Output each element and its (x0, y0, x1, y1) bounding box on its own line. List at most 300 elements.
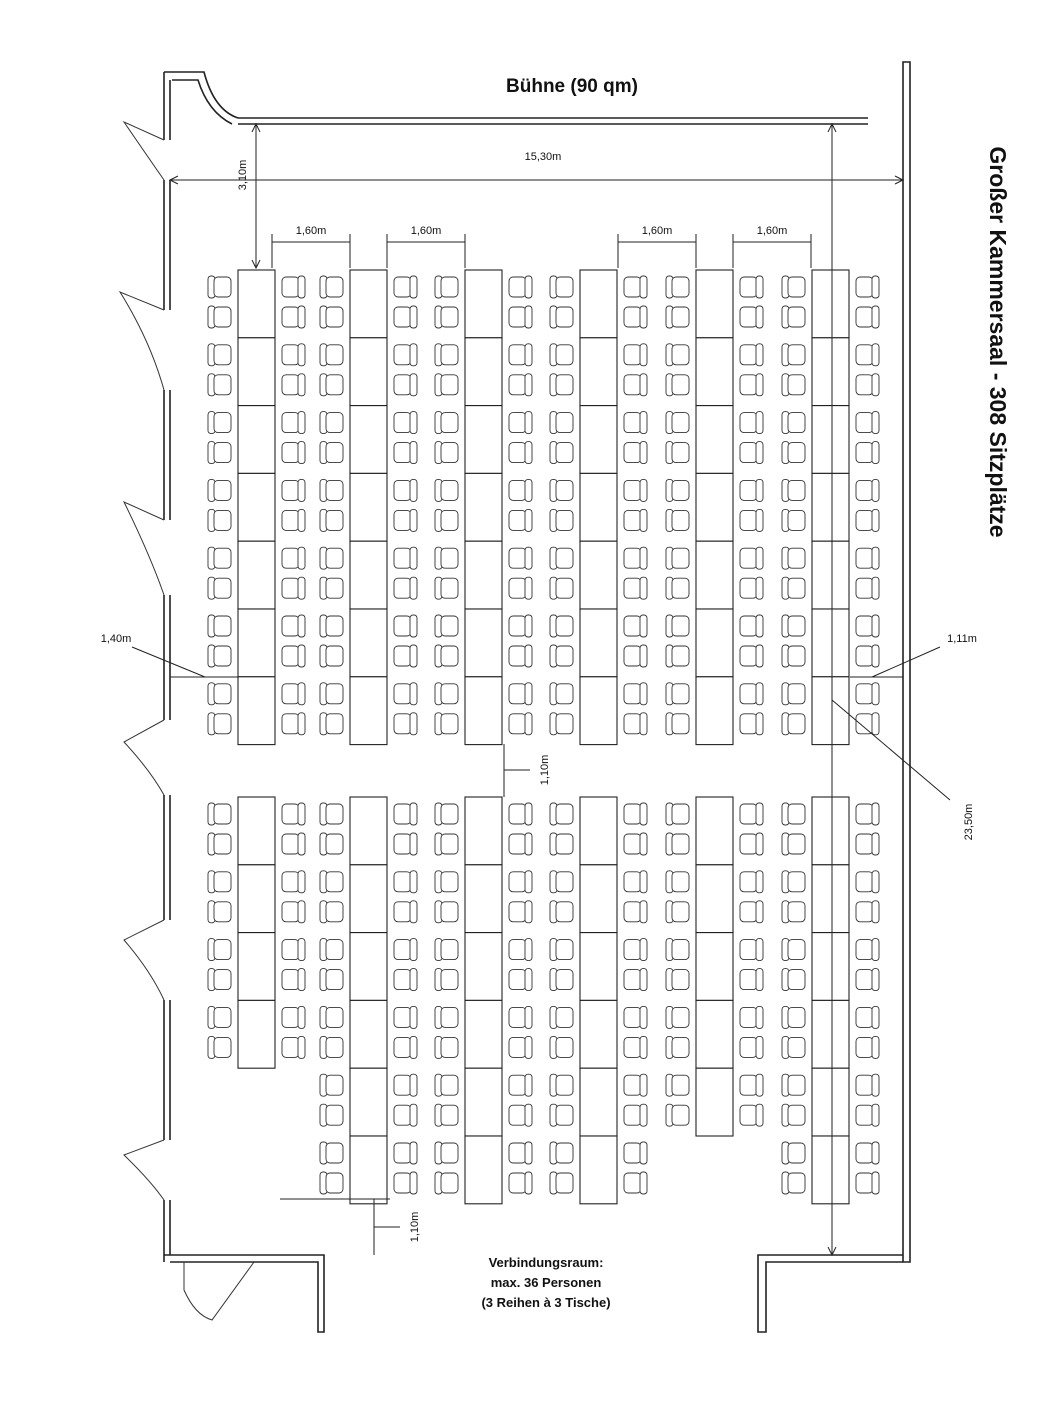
chair (435, 939, 458, 961)
chair (624, 1006, 647, 1028)
table (238, 406, 275, 474)
chair (320, 276, 343, 298)
table (350, 797, 387, 865)
chair (509, 901, 532, 923)
chair (740, 412, 763, 434)
chair (666, 615, 689, 637)
table (350, 1068, 387, 1136)
chair (782, 306, 805, 328)
chair (856, 374, 879, 396)
chair (782, 871, 805, 893)
chair (435, 713, 458, 735)
chair (282, 306, 305, 328)
chair (666, 479, 689, 501)
dim-left-aisle: 1,40m (100, 633, 132, 645)
chair (509, 509, 532, 531)
chair (509, 803, 532, 825)
chair (550, 577, 573, 599)
chair (550, 939, 573, 961)
table (696, 865, 733, 933)
chair (782, 1006, 805, 1028)
chair (394, 374, 417, 396)
chair (208, 374, 231, 396)
chair (740, 1006, 763, 1028)
chair (550, 969, 573, 991)
chair (320, 374, 343, 396)
chair (666, 1036, 689, 1058)
chair (740, 547, 763, 569)
table (465, 865, 502, 933)
chair (282, 803, 305, 825)
table (812, 1136, 849, 1204)
chair (435, 803, 458, 825)
chair (509, 1104, 532, 1126)
chair (550, 344, 573, 366)
chair (435, 442, 458, 464)
chair (856, 939, 879, 961)
chair (624, 1074, 647, 1096)
chair (856, 412, 879, 434)
dim-aisle-4: 1,60m (756, 225, 788, 237)
chair (509, 683, 532, 705)
chair (435, 871, 458, 893)
table (696, 541, 733, 609)
chair (435, 412, 458, 434)
chair (208, 615, 231, 637)
table (350, 406, 387, 474)
table (238, 270, 275, 338)
table (350, 338, 387, 406)
table (812, 933, 849, 1001)
chair (394, 344, 417, 366)
chair (435, 1142, 458, 1164)
chair (320, 442, 343, 464)
chair (320, 969, 343, 991)
chair (435, 1036, 458, 1058)
dim-aisle-3: 1,60m (641, 225, 673, 237)
chair (394, 901, 417, 923)
table (580, 270, 617, 338)
chair (782, 344, 805, 366)
chair (740, 803, 763, 825)
dim-aisle-1: 1,60m (295, 225, 327, 237)
chair (856, 276, 879, 298)
chair (624, 1104, 647, 1126)
table (580, 677, 617, 745)
chair (740, 442, 763, 464)
chair (208, 713, 231, 735)
chair (320, 871, 343, 893)
table (580, 609, 617, 677)
table (465, 609, 502, 677)
chair (666, 374, 689, 396)
chair (624, 306, 647, 328)
chair (740, 871, 763, 893)
chair (856, 1036, 879, 1058)
seating-layout (208, 270, 879, 1204)
table (465, 1000, 502, 1068)
table (465, 270, 502, 338)
chair (666, 803, 689, 825)
table (465, 473, 502, 541)
chair (509, 939, 532, 961)
chair (624, 442, 647, 464)
chair (624, 871, 647, 893)
chair (208, 1036, 231, 1058)
chair (856, 1074, 879, 1096)
chair (435, 344, 458, 366)
chair (282, 833, 305, 855)
chair (282, 344, 305, 366)
chair (666, 412, 689, 434)
chair (856, 442, 879, 464)
table (812, 473, 849, 541)
chair (550, 306, 573, 328)
chair (320, 1074, 343, 1096)
chair (666, 871, 689, 893)
table (350, 933, 387, 1001)
chair (320, 306, 343, 328)
chair (394, 683, 417, 705)
chair (394, 645, 417, 667)
stage-label: Bühne (90 qm) (506, 76, 638, 97)
chair (282, 509, 305, 531)
chair (394, 713, 417, 735)
chair (394, 1006, 417, 1028)
chair (394, 306, 417, 328)
table (238, 797, 275, 865)
dim-bottom-gap: 1,10m (409, 1211, 421, 1243)
chair (740, 479, 763, 501)
chair (509, 1074, 532, 1096)
chair (666, 1104, 689, 1126)
chair (856, 871, 879, 893)
chair (666, 901, 689, 923)
chair (394, 871, 417, 893)
table (812, 865, 849, 933)
chair (666, 306, 689, 328)
chair (320, 683, 343, 705)
chair (666, 509, 689, 531)
dim-block-gap: 1,10m (539, 754, 551, 786)
chair (624, 713, 647, 735)
dim-stage-depth: 3,10m (237, 159, 249, 191)
table (696, 1068, 733, 1136)
chair (856, 1142, 879, 1164)
chair (624, 615, 647, 637)
table (238, 473, 275, 541)
chair (282, 871, 305, 893)
chair (509, 1142, 532, 1164)
chair (740, 615, 763, 637)
chair (624, 683, 647, 705)
chair (856, 803, 879, 825)
table (580, 1068, 617, 1136)
chair (666, 833, 689, 855)
chair (666, 442, 689, 464)
chair (550, 615, 573, 637)
chair (509, 833, 532, 855)
chair (320, 509, 343, 531)
chair (856, 1006, 879, 1028)
table (812, 270, 849, 338)
chair (782, 1104, 805, 1126)
chair (394, 547, 417, 569)
chair (740, 1104, 763, 1126)
hall-title: Großer Kammersaal - 308 Sitzplätze (985, 146, 1011, 538)
table (580, 933, 617, 1001)
table (465, 541, 502, 609)
table (580, 338, 617, 406)
chair (782, 645, 805, 667)
table (812, 1068, 849, 1136)
table (465, 338, 502, 406)
chair (624, 276, 647, 298)
chair (509, 1006, 532, 1028)
table (350, 609, 387, 677)
chair (740, 577, 763, 599)
chair (208, 1006, 231, 1028)
table (238, 677, 275, 745)
chair (550, 833, 573, 855)
table (812, 1000, 849, 1068)
chair (666, 683, 689, 705)
chair (509, 1036, 532, 1058)
connection-room-arrangement: (3 Reihen à 3 Tische) (481, 1295, 611, 1310)
chair (320, 645, 343, 667)
chair (740, 509, 763, 531)
chair (282, 1006, 305, 1028)
table (580, 1136, 617, 1204)
chair (550, 1142, 573, 1164)
table (465, 933, 502, 1001)
table (465, 677, 502, 745)
chair (435, 374, 458, 396)
chair (509, 645, 532, 667)
chair (282, 374, 305, 396)
chair (208, 901, 231, 923)
chair (320, 1142, 343, 1164)
chair (394, 1074, 417, 1096)
chair (509, 615, 532, 637)
chair (208, 306, 231, 328)
chair (435, 1074, 458, 1096)
chair (509, 547, 532, 569)
chair (208, 683, 231, 705)
table (812, 406, 849, 474)
chair (394, 939, 417, 961)
table (696, 609, 733, 677)
chair (624, 479, 647, 501)
chair (782, 442, 805, 464)
chair (550, 412, 573, 434)
table (696, 338, 733, 406)
chair (282, 547, 305, 569)
chair (740, 276, 763, 298)
chair (624, 939, 647, 961)
table (238, 338, 275, 406)
chair (740, 1036, 763, 1058)
chair (782, 1036, 805, 1058)
table (350, 270, 387, 338)
chair (320, 547, 343, 569)
chair (394, 276, 417, 298)
dim-right-aisle: 1,11m (947, 633, 977, 645)
chair (435, 833, 458, 855)
table (580, 541, 617, 609)
chair (208, 645, 231, 667)
table (812, 677, 849, 745)
chair (208, 479, 231, 501)
chair (394, 442, 417, 464)
table (580, 1000, 617, 1068)
chair (782, 939, 805, 961)
chair (282, 939, 305, 961)
chair (320, 901, 343, 923)
chair (282, 276, 305, 298)
chair (782, 683, 805, 705)
chair (550, 713, 573, 735)
chair (550, 1036, 573, 1058)
chair (208, 442, 231, 464)
chair (435, 1172, 458, 1194)
chair (320, 713, 343, 735)
chair (509, 276, 532, 298)
chair (320, 1006, 343, 1028)
table (465, 797, 502, 865)
chair (394, 577, 417, 599)
table (812, 541, 849, 609)
chair (666, 547, 689, 569)
chair (320, 412, 343, 434)
chair (782, 615, 805, 637)
chair (550, 442, 573, 464)
chair (320, 939, 343, 961)
table (812, 338, 849, 406)
chair (740, 1074, 763, 1096)
chair (624, 1036, 647, 1058)
chair (782, 1074, 805, 1096)
chair (782, 276, 805, 298)
table (350, 1000, 387, 1068)
connection-room-title: Verbindungsraum: (488, 1255, 604, 1270)
chair (856, 547, 879, 569)
chair (624, 344, 647, 366)
chair (856, 306, 879, 328)
table (238, 541, 275, 609)
chair (509, 412, 532, 434)
dim-room-length: 23,50m (963, 803, 975, 841)
chair (740, 683, 763, 705)
chair (394, 615, 417, 637)
chair (320, 833, 343, 855)
chair (394, 1036, 417, 1058)
chair (435, 479, 458, 501)
table (812, 609, 849, 677)
table (238, 609, 275, 677)
chair (856, 969, 879, 991)
chair (208, 939, 231, 961)
table (812, 797, 849, 865)
chair (550, 901, 573, 923)
chair (782, 901, 805, 923)
chair (856, 683, 879, 705)
chair (208, 577, 231, 599)
chair (509, 479, 532, 501)
chair (550, 803, 573, 825)
chair (394, 803, 417, 825)
chair (509, 969, 532, 991)
chair (666, 645, 689, 667)
chair (666, 344, 689, 366)
chair (666, 276, 689, 298)
table (350, 865, 387, 933)
chair (320, 577, 343, 599)
chair (282, 615, 305, 637)
table (238, 1000, 275, 1068)
table (465, 1136, 502, 1204)
chair (282, 901, 305, 923)
chair (740, 969, 763, 991)
chair (740, 374, 763, 396)
chair (394, 1172, 417, 1194)
chair (435, 969, 458, 991)
table (696, 677, 733, 745)
chair (509, 374, 532, 396)
chair (394, 833, 417, 855)
chair (320, 344, 343, 366)
table (696, 797, 733, 865)
chair (856, 901, 879, 923)
chair (740, 901, 763, 923)
chair (208, 833, 231, 855)
chair (509, 306, 532, 328)
chair (435, 645, 458, 667)
chair (666, 713, 689, 735)
chair (624, 374, 647, 396)
chair (282, 479, 305, 501)
chair (208, 969, 231, 991)
chair (550, 479, 573, 501)
chair (509, 344, 532, 366)
chair (208, 803, 231, 825)
chair (782, 713, 805, 735)
table (465, 406, 502, 474)
chair (624, 969, 647, 991)
chair (856, 479, 879, 501)
chair (740, 939, 763, 961)
chair (624, 901, 647, 923)
chair (320, 479, 343, 501)
chair (740, 306, 763, 328)
chair (394, 969, 417, 991)
chair (435, 577, 458, 599)
chair (550, 509, 573, 531)
chair (509, 871, 532, 893)
chair (856, 1104, 879, 1126)
chair (782, 547, 805, 569)
chair (624, 1142, 647, 1164)
table (238, 865, 275, 933)
chair (740, 344, 763, 366)
table (350, 541, 387, 609)
chair (320, 615, 343, 637)
chair (624, 833, 647, 855)
table (350, 677, 387, 745)
chair (208, 547, 231, 569)
chair (666, 939, 689, 961)
chair (782, 833, 805, 855)
